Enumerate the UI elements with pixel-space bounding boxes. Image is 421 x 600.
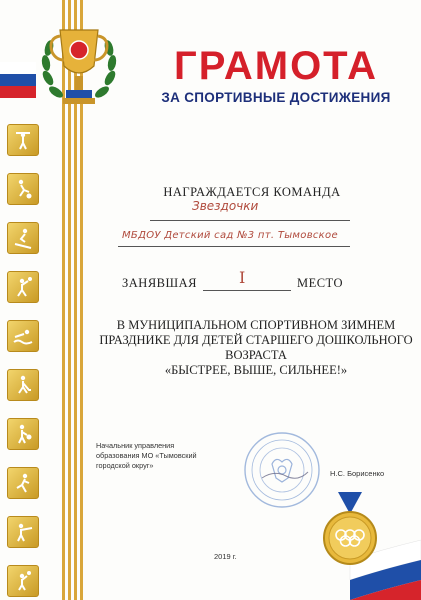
organization-handwritten: МБДОУ Детский сад №3 пт. Тымовское <box>122 230 338 241</box>
certificate-subtitle: ЗА СПОРТИВНЫЕ ДОСТИЖЕНИЯ <box>161 90 391 105</box>
swimming-icon <box>7 320 39 352</box>
skiing-icon <box>7 222 39 254</box>
running-icon <box>7 467 39 499</box>
basketball-icon <box>7 418 39 450</box>
organization-line <box>118 230 350 247</box>
place-value-handwritten: I <box>238 268 246 287</box>
hockey-icon <box>7 369 39 401</box>
ball-throw-icon <box>7 271 39 303</box>
trophy-icon <box>36 18 122 118</box>
shooting-icon <box>7 516 39 548</box>
event-description <box>96 318 416 378</box>
position-line-2: образования МО «Тымовский <box>96 451 197 460</box>
team-name-line <box>150 199 350 221</box>
position-line-3: городской округ» <box>96 461 154 470</box>
signer-name: Н.С. Борисенко <box>330 469 385 478</box>
certificate-year: 2019 г. <box>214 552 237 561</box>
volleyball-icon <box>7 565 39 597</box>
coat-of-arms-icon <box>272 459 292 482</box>
event-line-1: В МУНИЦИПАЛЬНОМ СПОРТИВНОМ ЗИМНЕМ <box>116 318 396 332</box>
event-line-3: ВОЗРАСТА <box>225 348 287 362</box>
weightlifting-icon <box>7 124 39 156</box>
place-row <box>122 268 372 291</box>
position-line-1: Начальник управления <box>96 441 175 450</box>
flag-band-left <box>0 62 36 98</box>
place-suffix: МЕСТО <box>296 276 344 290</box>
certificate-title: ГРАМОТА <box>174 44 378 88</box>
coat-of-arms-icon <box>70 41 88 59</box>
official-stamp <box>242 430 322 510</box>
place-blank <box>203 268 291 291</box>
soccer-icon <box>7 173 39 205</box>
team-name-handwritten: Звездочки <box>192 199 259 213</box>
award-label: НАГРАЖДАЕТСЯ КОМАНДА <box>163 185 341 199</box>
signature-position <box>96 441 226 471</box>
gold-medal-icon <box>320 492 380 572</box>
place-prefix: ЗАНЯВШАЯ <box>122 276 197 290</box>
event-line-2: ПРАЗДНИКЕ ДЛЯ ДЕТЕЙ СТАРШЕГО ДОШКОЛЬНОГО <box>99 333 413 347</box>
sports-icons-column <box>7 124 41 600</box>
event-line-4: «БЫСТРЕЕ, ВЫШЕ, СИЛЬНЕЕ!» <box>164 363 348 377</box>
